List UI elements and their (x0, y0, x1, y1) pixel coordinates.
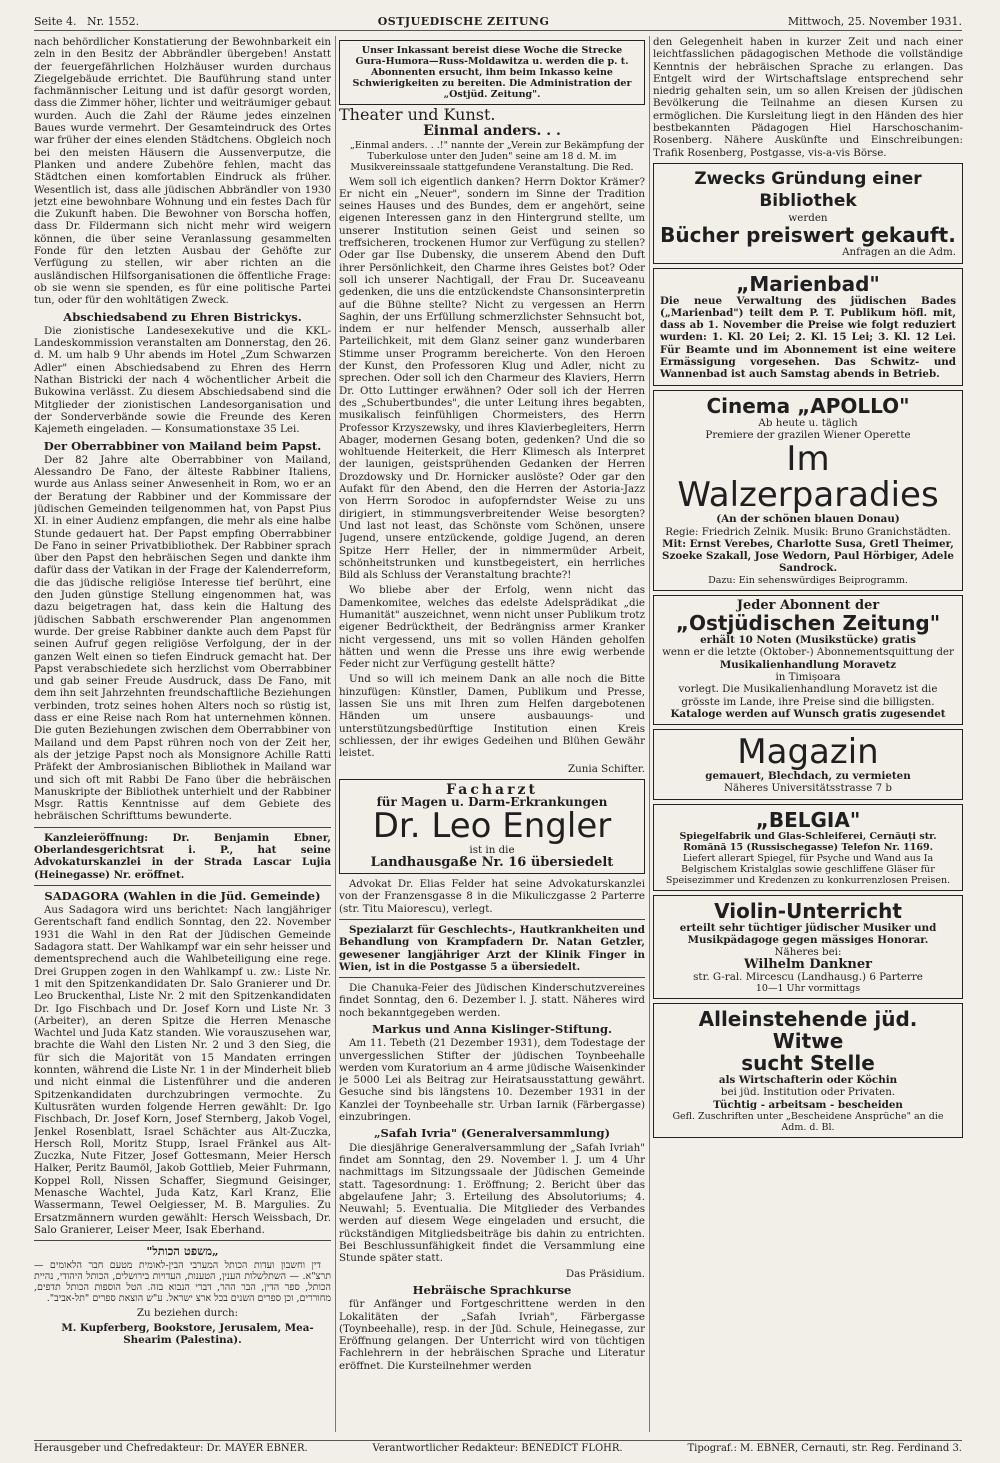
ad-engler: Facharzt für Magen u. Darm-Erkrankungen Dr. Leo Engler ist in die Landhausgaße Nr. 16 übersiedelt (339, 779, 645, 874)
safah-signature: Das Präsidium. (565, 1267, 645, 1280)
article-chanuka: Die Chanuka-Feier des Jüdischen Kinderschutzvereines findet Sonntag, den 6. Dezember l. J. statt. Näheres wird noch bekanntgegeben werden. (339, 982, 645, 1019)
article-sadagora: Aus Sadagora wird uns berichtet: Nach langjähriger Gerentschaft fand endlich Sonntag, den 22. November 1931 die Wahl in den Rat der Jüdischen Gemeinde Sadagora statt. Der Wahlkampf war ein sehr heisser und dementsprechend auch die Wahlbeteiligung eine rege. Drei Gruppen zogen in den Wahlkampf u. zw.: Liste Nr. 1 mit den Spitzenkandidaten Dr. Salo Granierer und Dr. Leo Bruckenthal, Liste Nr. 2 mit den Spitzenkandidaten Dr. Igo Fischbach und Dr. Josef Korn und Liste Nr. 3 (Arbeiter), an deren Spitze die Herren Menasche Wachtel und Juda Katz standen. Wie vorauszusehen war, brachte die Wahl den Listen Nr. 2 und 3 den Sieg, die für sich die Majorität von 15 Mandaten erringen konnten, während die Liste Nr. 1 in der Minderheit blieb und nicht einmal die Listenführer und die anderen Spitzenkandidaten durchzubringen vermochte. Zu Kultusräten wurden folgende Herren gewählt: Dr. Igo Fischbach, Dr. Josef Korn, Josef Sternberg, Jakob Vogel, Jenkel Rosenblatt, Israel Schächter aus Alt-Zuczka, Hersch Roll, Moritz Stupp, Israel Fränkel aus Alt-Zuczka, Nute Fitzer, Josef Gottesmann, Meier Hersch Halker, Peritz Baumöl, Jakob Gottlieb, Meier Fuhrmann, Koppel Roll, Nissen Schaffer, Siegmund Geisinger, Menasche Wachtel, Juda Katz, Karl Kranz, Elie Wassermann, Tewel Oelgiesser, M. B. Margulies. Zu Ersatzmännern wurden gewählt: Hersch Weissbach, Dr. Salo Granierer, Leiser Meer, Isak Eberhand. (34, 904, 331, 1236)
ad-violin: Violin-Unterricht erteilt sehr tüchtiger jüdischer Musiker und Musikpädagoge gegen mässiges Honorar. Näheres bei: Wilhelm Dankner str. G-ral. Mircescu (Landhausg.) 6 Parterre 10—1 Uhr vormittags (653, 895, 963, 999)
heading-oberrabbiner: Der Oberrabbiner von Mailand beim Papst. (43, 438, 322, 453)
article-einmal-p1: Wem soll ich eigentlich danken? Herrn Doktor Krämer? Er nicht ein „Neuer", sondern im Sinne der Tradition seines Hauses und des Bundes, dem er angehört, seine eigenen Interessen ganz in den Hintergrund stellte, um unserer Institution seinen Geist und seinen so treffsicheren, trockenen Humor zur Verfügung zu stellen? Oder gar Ilse Dubensky, die unserem Abend den Duft ihrer Persönlichkeit, den Charme ihres Geistes bot? Oder soll ich unserer Nachtigall, der Frau Dr. Suceaveanu gedenken, die uns die entzückendste Chansonsinterpretin auf die Bühne stellte? Nicht zu vergessen an Herrn Saghin, der uns Erfüllung schmerzlichster Sehnsucht bot, indem er nur helfender Mensch, ausserhalb aller Parteilichkeit, mit dem Glanz seiner ganz wunderbaren Stimme unser Programm bereicherte. Von den Heroen der Kunst, den Professoren Klug und Adler, nicht zu sprechen. Oder soll ich den Charmeur des Klaviers, Herrn Dr. Otto Luttinger erwähnen? Oder soll ich der Herren des „Schubertbundes", die unter Leitung ihres begabten, musikalisch feinfühligen Chormeisters, des Herrn Professor Krzyszewsky, und ihres Klavierbegleiters, Herrn Abager, modernen Gesang boten, gedenken? Und die so wohltuende Heiterkeit, die Herr Klimesch als Interpret der launigen, geistsprühenden Gedanken der Herren Drozdowsky und Dr. Hornicker auslöste? Oder gar den Aufakt für den Abend, den die Herren der Astoria-Jazz von Herrn Sorodoc in aufopferndster Weise zu uns dirigiert, in stimmungsverbreitender Weise besorgten? Und last not least, das Schönste vom Schönen, unsere Jugend, unsere entzückende, goldige Jugend, an deren Spitze Herr Heller, der in nimmermüder Arbeit, schönheitstrunken und kunstbegeistert, ein herrliches Bild als Schluss der Veranstaltung brachte?! (339, 175, 645, 582)
heading-kislinger: Markus und Anna Kislinger-Stiftung. (371, 1022, 613, 1036)
ad-cinema-apollo: Cinema „APOLLO" Ab heute u. täglich Premiere der grazilen Wiener Operette Im Walzerparadies (An der schönen blauen Donau) Regie: Friedrich Zelnik. Musik: Bruno Granichstädten. Mit: Ernst Verebes, Charlotte Susa, Gretl Theimer, Szoeke Szakall, Jose Wedorn, Paul Hörbiger, Adele Sandrock. Dazu: Ein sehenswürdiges Beiprogramm. (653, 390, 963, 591)
divider (34, 827, 331, 828)
divider (34, 1240, 331, 1241)
article-kanzlei: Kanzleieröffnung: Dr. Benjamin Ebner, Oberlandesgerichtsrat i. P., hat seine Advokaturskanzlei in der Strada Lascar Lujia (Heinegasse) Nr. eröffnet. (34, 831, 331, 881)
heading-hebrew: „משפט הכותל" (146, 1244, 219, 1259)
article-einmal-p3: Und so will ich meinem Dank an alle noch die Bitte hinzufügen: Künstler, Damen, Publikum und Presse, lassen Sie uns mit Ihren zum Helfen dargebotenen Händen um unsere ausbauungs- und unterstützungsbedürftige Institution einen Kreis schliessen, der ihr ewiges Gedeihen und Blühen Gewähr leistet. (339, 673, 645, 760)
masthead-title: OSTJUEDISCHE ZEITUNG (377, 15, 550, 28)
footer-publisher: Herausgeber und Chefredakteur: Dr. MAYER EBNER. (34, 1443, 308, 1454)
column-divider (649, 36, 650, 1432)
article-felder: Advokat Dr. Elias Felder hat seine Advokaturskanzlei von der Franzensgasse 8 in die Mikuliczgasse 2 Parterre (str. Titu Maiorescu), verlegt. (339, 878, 645, 915)
ad-witwe: Alleinstehende jüd. Witwe sucht Stelle als Wirtschafterin oder Köchin bei jüd. Institution oder Privaten. Tüchtig - arbeitsam - bescheiden Gefl. Zuschriften unter „Bescheidene Ansprüche" an die Adm. d. Bl. (653, 1003, 963, 1138)
intro-einmal: „Einmal anders. . .!" nannte der „Verein zur Bekämpfung der Tuberkulose unter den Juden" seine am 18 d. M. im Musikvereinssaale stattgefundene Veranstaltung. Die Red. (350, 139, 644, 173)
divider (339, 919, 645, 920)
ad-belgia: „BELGIA" Spiegelfabrik und Glas-Schleiferei, Cernăuți str. Romănă 15 (Russischegasse) Telefon Nr. 1169. Liefert allerart Spiegel, für Psyche und Wand aus Ia Belgischem Kristalglas sowie geschliffene Gläser für Speisezimmer und Kredenzen zu konkurrenzlosen Preisen. (653, 804, 963, 891)
heading-bistricky: Abschiedsabend zu Ehren Bistrickys. (63, 309, 302, 324)
column-divider (335, 36, 336, 1432)
article-safah: Die diesjährige Generalversammlung der „Safah Ivriah" findet am Sonntag, den 29. November l. J. um 4 Uhr nachmittags im Sitzungssaale der Jüdischen Gemeinde statt. Tagesordnung: 1. Eröffnung; 2. Bericht über das abgelaufene Jahr; 3. Erteilung des Absolutoriums; 4. Neuwahl; 5. Eventualia. Die Mitglieder des Verbandes werden auf diesem Wege eingeladen und ersucht, die rückständigen Mitgliedsbeiträge bis dahin zu entrichten. Bei Beschlussunfähigkeit findet die Versammlung eine Stunde später statt. (339, 1141, 645, 1265)
ad-magazin: Magazin gemauert, Blechdach, zu vermieten Näheres Universitätsstrasse 7 b (653, 729, 963, 800)
article-bistricky: Die zionistische Landesexekutive und die KKL-Landeskommission veranstalten am Donnerstag, den 26. d. M. um halb 9 Uhr abends im Hotel „Zum Schwarzen Adler" einen Abschiedsabend zu Ehren des Herrn Nathan Bistricki der nach 4 wöchentlicher Arbeit die Bukowina verlässt. Zu diesem Abschiedsabend sind die Mitglieder der zionistischen Landesorganisation und der Sonderverbände sowie die Freunde des Keren Kajemeth eingeladen. — Konsumationstaxe 35 Lei. (34, 324, 331, 436)
ad-bibliothek: Zwecks Gründung einer Bibliothek werden Bücher preiswert gekauft. Anfragen an die Adm. (653, 163, 963, 264)
heading-einmal: Einmal anders. . . (423, 123, 561, 140)
divider (34, 885, 331, 886)
article-borscha: nach behördlicher Konstatierung der Bewohnbarkeit ein zeln in den Besitz der Abbrändler übergeben! Anstatt der feuergefährlichen Holzhäuser wurden durchaus Ziegelgebäude errichtet. Die Bauführung stand unter fachmännischer Leitung und ist dafür gesorgt worden, dass die Zimmer höher, lichter und weiträumiger gebaut wurden. Auch die Zahl der Räume jedes einzelnen Baues wurde vermehrt. Der Gesamteindruck des Ortes war früher der eines elenden Städtchens. Obgleich noch bei den meisten Häusern die Aussenverputze, die Planken und andere Zubehöre fehlen, macht das Städtchen einen komfortablen Eindruck als früher. Wesentlich ist, dass alle jüdischen Abbrändler von 1930 jetzt eine bewohnbare Wohnung und ein festes Dach für die Zukunft haben. Die Bewohner von Borscha hoffen, dass Dr. Fildermann sich nicht mehr wird weigern können, die über seine Veranlassung gesammelten Fonde für den letzten Ausbau der Gehöfte zur Verfügung zu stellen, wir aber richten an die ausländischen Hilfsorganisationen die öffentliche Frage: ob sie wenn sie spenden, es für eine politische Partei tun, oder für den wohltätigen Zweck. (34, 36, 331, 307)
column-middle (339, 36, 645, 1432)
distrib-address: M. Kupferberg, Bookstore, Jerusalem, Mea-Shearim (Palestina). (61, 1321, 314, 1347)
column-left (34, 36, 331, 1432)
heading-sadagora: SADAGORA (Wahlen in die Jüd. Gemeinde) (44, 888, 321, 903)
page-header (34, 8, 962, 31)
heading-sprachkurse: Hebräische Sprachkurse (412, 1282, 572, 1297)
footer-printer: Tipograf.: M. EBNER, Cernauti, str. Reg. Ferdinand 3. (687, 1443, 962, 1454)
ad-abonnent: Jeder Abonnent der „Ostjüdischen Zeitung" erhält 10 Noten (Musikstücke) gratis wenn er die letzte (Oktober-) Abonnementsquittung der Musikalienhandlung Moravetz in Timișoara vorlegt. Die Musikalienhandlung Moravetz ist die grösste im Lande, ihre Preise sind die billigsten. Kataloge werden auf Wunsch gratis zugesendet (653, 595, 963, 725)
heading-safah: „Safah Ivria" (Generalversammlung) (373, 1126, 611, 1141)
divider (339, 977, 645, 978)
page-footer (34, 1440, 962, 1454)
hebrew-notice: דין וחשבון ועדות הכותל המערבי הבין-לאומית מטעם חבר הלאומים — תרצ"א. — השתלשלות הענין, הטענות, העדויות בירושלים, הכותל היהודי, נהיית הכותל, ספר הדין, הבר ההר, דברי הנבוא בזה. הטל הוספות הכותל תדפים, מחוררים, וכן ספרים השנים בכל ארצ ישראל. ע"ש הוצאת ספרים "תל-אביב". (34, 1259, 331, 1304)
footer-editor: Verantwortlicher Redakteur: BENEDICT FLOHR. (372, 1443, 623, 1454)
distrib-label: Zu beziehen durch: (136, 1306, 239, 1319)
article-getzler: Spezialarzt für Geschlechts-, Hautkrankheiten und Behandlung von Krampfadern Dr. Natan Getzler, gewesener langjähriger Arzt der Klinik Finger in Wien, ist in die Postgasse 5 a übersiedelt. (339, 923, 645, 973)
article-sprachkurse: für Anfänger und Fortgeschrittene werden in den Lokalitäten der „Safah Ivriah", Färbergasse (Toynbeehalle), resp. in der Jüd. Schule, Heinegasse, zur Eröffnung gelangen. Der Unterricht wird von tüchtigen Fachlehrern in der hebräischen Sprache und Literatur eröffnet. Die Kursteilnehmer werden (339, 1298, 645, 1372)
page-number: Seite 4. Nr. 1552. (34, 15, 140, 28)
issue-date: Mittwoch, 25. November 1931. (787, 15, 962, 28)
article-sprachkurse-cont: den Gelegenheit haben in kurzer Zeit und nach einer leichtfasslichen pädagogischen Methode die vollständige Kenntnis der hebräischen Sprache zu erlangen. Das Entgelt wird der Wirtschaftslage entsprechend sehr niedrig gehalten sein, um so allen Kreisen der jüdischen Bevölkerung die Teilnahme an diesen Kursen zu ermöglichen. Die Kursleitung liegt in den Händen des hier bestbekannten Pädagogen Hiel Harschoschanim-Rosenberg. Nähere Auskünfte und Einschreibungen: Trafik Rosenberg, Postgasse, vis-a-vis Börse. (653, 36, 963, 159)
section-theater: Theater und Kunst. (339, 105, 496, 124)
article-einmal-p2: Wo bliebe aber der Erfolg, wenn nicht das Damenkomitee, welches das edelste Adelsprädikat „die Humanität" auszeichnet, wenn nicht unser Publikum trotz eigener Bedrücktheit, der Bedrängniss armer Kranker nicht vergessend, uns mit so vollen Händen geholfen hätten und wenn die Presse uns ihre ewig werbende Feder nicht zur Verfügung gestellt hätte? (339, 584, 645, 671)
column-right (653, 36, 963, 1432)
article-kislinger: Am 11. Tebeth (21 Dezember 1931), dem Todestage der unvergesslichen Stifter der jüdischen Toynbeehalle werden vom Kuratorium an 4 arme jüdische Waisenkinder je 5000 Lei als Beitrag zur Heiratsausstattung gewährt. Gesuche sind bis längstens 10. Dezember 1931 in der Kanzlei der Toynbeehalle str. Urban Iarnik (Färbergasse) einzubringen. (339, 1037, 645, 1124)
ad-marienbad: „Marienbad" Die neue Verwaltung des jüdischen Bades („Marienbad") teilt dem P. T. Publikum höfl. mit, dass ab 1. November die Preise wie folgt reduziert wurden: 1. Kl. 20 Lei; 2. Kl. 15 Lei; 3. Kl. 12 Lei. Für Beamte und im Abonnement ist eine weitere Ermässigung vorgesehen. Das Schwitz- und Wannenbad ist auch Samstag abends in Betrieb. (653, 268, 963, 386)
article-oberrabbiner: Der 82 Jahre alte Oberrabbiner von Mailand, Alessandro De Fano, der älteste Rabbiner Italiens, wurde aus Anlass seiner Anwesenheit in Rom, wo er an der Beratung der Rabbiner und der Kommissare der jüdischen Gemeinden teilgenommen hat, von Papst Pius XI. in einer Audienz empfangen, die mehr als eine halbe Stunde gedauert hat. Der Papst empfing Oberrabbiner De Fano in seiner Privatbibliothek. Der Rabbiner sprach über den Papst den hebräischen Segen und dankte ihm dafür dass der Vatikan in der Frage der Kalenderreform, die das jüdische religiöse Interesse tief berührt, eine den Juden günstige Stellung eingenommen hat, was dazu beigetragen hat, dass kein die Haltung des jüdischen Sabbath erschwerender Plan angenommen wurde. Der greise Rabbiner dankte auch dem Papst für seinen Aufruf gegen religiöse Verfolgung, der in der ganzen Welt einen so tiefen Eindruck gemacht hat. Der Papst verabschiedete sich herzlichst vom Oberrabbiner und gab seiner Freude Ausdruck, dass De Fano, mit dem ihn seit Jahrzehnten freundschaftliche Beziehungen verbinden, trotz seines hohen Alters noch so rüstig ist, dass er eine Reise nach Rom hat unternehmen können. Die guten Beziehungen zwischen dem Oberrabbiner von Mailand und dem Papst rühren noch von der Zeit her, als der jetzige Papst noch als Monsignore Achille Ratti Präfekt der Ambrosianischen Bibliothek in Mailand war und sich oft mit Rabbi De Fano über die hebräischen Manuskripte der Bibliothek unterhielt und der Rabbiner Msgr. Rattis Kenntnisse auf dem Gebiete des hebräischen Schrifttums bewunderte. (34, 453, 331, 823)
article-signature: Zunia Schifter. (568, 762, 645, 775)
inkassant-notice: Unser Inkassant bereist diese Woche die Strecke Gura-Humora—Russ-Moldawitza u. werden die p. t. Abonnenten ersucht, ihm beim Inkasso keine Schwierigkeiten zu bereiten. Die Administration der „Ostjüd. Zeitung". (339, 40, 645, 105)
